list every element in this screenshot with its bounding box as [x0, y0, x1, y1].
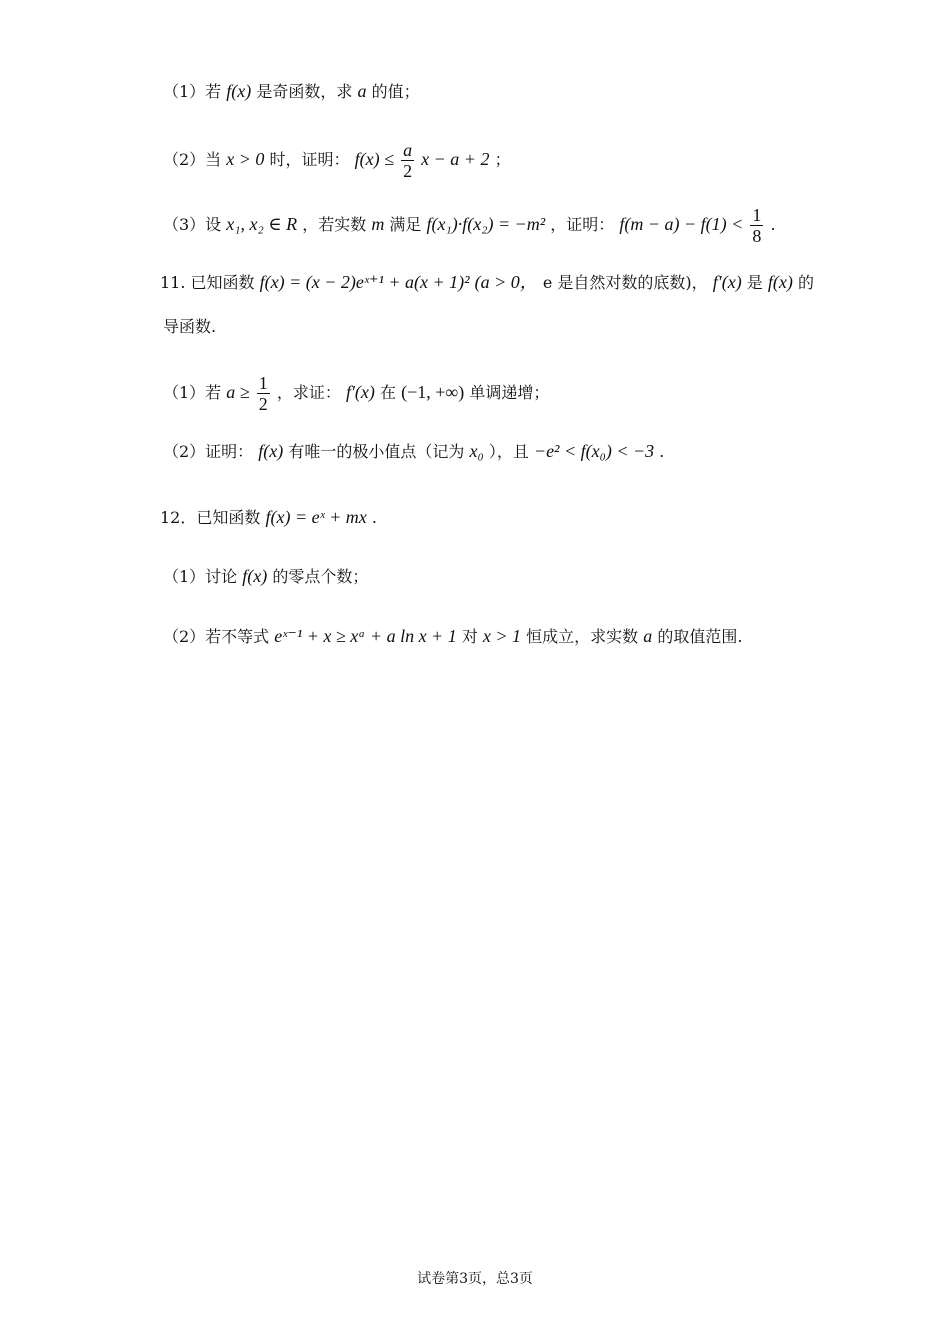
p11-part1-frac	[257, 373, 270, 414]
p12-part2-mid: 对	[461, 627, 478, 646]
p10-part1	[163, 80, 420, 103]
p11-part2-ineq: −e² < f(x₀) < −3	[533, 441, 655, 461]
page-footer: 试卷第3页，总3页	[417, 1271, 533, 1287]
p11-part1-mid2: 在	[379, 383, 396, 402]
p11-mid: 是	[746, 273, 763, 292]
p11-part2-mid: 有唯一的极小值点（记为	[288, 442, 465, 461]
p10-part3-mid3: ，证明：	[550, 215, 615, 234]
p10-part2-cond: x > 0	[226, 149, 265, 169]
p11-part1-end: 单调递增；	[469, 383, 550, 402]
frac-numerator: 1	[752, 205, 762, 225]
p10-part3-expr: f(m − a) − f(1) <	[619, 214, 744, 234]
p10-part1-var: a	[357, 81, 367, 101]
p10-part1-mid: 是奇函数，求	[256, 82, 353, 101]
p12-part2-var: a	[643, 626, 653, 646]
p11-func: f(x) = (x − 2)eˣ⁺¹ + a(x + 1)²	[259, 272, 470, 292]
frac-numerator: a	[403, 140, 413, 160]
p10-part2-mid: 时，证明：	[269, 150, 350, 169]
p11-part2-label: （2）证明：	[163, 442, 254, 461]
p11-note: e 是自然对数的底数)，	[542, 273, 708, 292]
p10-part1-expr: f(x)	[226, 81, 252, 101]
p10-part2-frac	[401, 140, 414, 181]
p12-part2-cond: x > 1	[482, 626, 522, 646]
p11-part2	[163, 440, 664, 463]
p10-part3-end: .	[770, 215, 776, 234]
frac-denominator: 8	[752, 226, 762, 246]
p10-part2-lhs: f(x) ≤	[354, 149, 394, 169]
p10-part2-end: ；	[494, 150, 511, 169]
p11-stem-line2	[163, 316, 216, 338]
p12-part1	[163, 565, 368, 588]
p10-part2	[163, 140, 511, 181]
p10-part3-var: m	[371, 214, 385, 234]
p12-part2-end: 的取值范围.	[657, 627, 743, 646]
frac-numerator: 1	[258, 373, 268, 393]
p12-part2-label: （2）若不等式	[163, 627, 270, 646]
p10-part3	[163, 205, 776, 246]
frac-denominator: 2	[403, 161, 413, 181]
p11-part1-label: （1）若	[163, 383, 222, 402]
p10-part2-rhs: x − a + 2	[421, 149, 490, 169]
p11-part1	[163, 373, 549, 414]
p10-part3-mid: ，若实数	[302, 215, 367, 234]
p10-part1-end: 的值；	[371, 82, 420, 101]
p11-part2-mid2: ），且	[488, 442, 529, 461]
p11-part2-var: x₀	[469, 441, 484, 461]
p12-part2-ineq: eˣ⁻¹ + x ≥ xᵃ + a ln x + 1	[274, 626, 457, 646]
p11-part1-mid: ，求证：	[276, 383, 341, 402]
frac-denominator: 2	[258, 394, 268, 414]
p12-stem	[160, 506, 377, 529]
p10-part1-label: （1）若	[163, 82, 222, 101]
p11-cond: (a > 0，	[474, 272, 538, 292]
p10-part2-label: （2）当	[163, 150, 222, 169]
p10-part3-vars: x₁, x₂ ∈ R	[226, 214, 298, 234]
p10-part3-label: （3）设	[163, 215, 222, 234]
p11-stem-line2-text: 导函数.	[163, 317, 217, 336]
p12-stem-end: .	[371, 508, 377, 527]
p12-func: f(x) = eˣ + mx	[265, 507, 367, 527]
p10-part3-cond: f(x₁)·f(x₂) = −m²	[426, 214, 546, 234]
p11-stem-start: 11. 已知函数	[160, 273, 255, 292]
p12-stem-start: 12．已知函数	[160, 508, 261, 527]
p12-part1-expr: f(x)	[242, 566, 268, 586]
p12-part2-mid2: 恒成立，求实数	[526, 627, 639, 646]
p11-part1-interval: (−1, +∞)	[401, 382, 465, 402]
p11-deriv: f′(x)	[712, 272, 742, 292]
p10-part3-mid2: 满足	[389, 215, 422, 234]
p12-part2	[163, 625, 742, 648]
p11-part1-cond: a ≥	[226, 382, 250, 402]
p11-part2-expr: f(x)	[258, 441, 284, 461]
p11-stem	[160, 271, 814, 294]
p11-tail: 的	[797, 273, 814, 292]
p11-part1-expr: f′(x)	[345, 382, 375, 402]
p10-part3-frac	[750, 205, 763, 246]
p12-part1-end: 的零点个数；	[272, 567, 369, 586]
p11-part2-end: .	[659, 442, 665, 461]
p11-orig: f(x)	[767, 272, 793, 292]
p12-part1-label: （1）讨论	[163, 567, 238, 586]
